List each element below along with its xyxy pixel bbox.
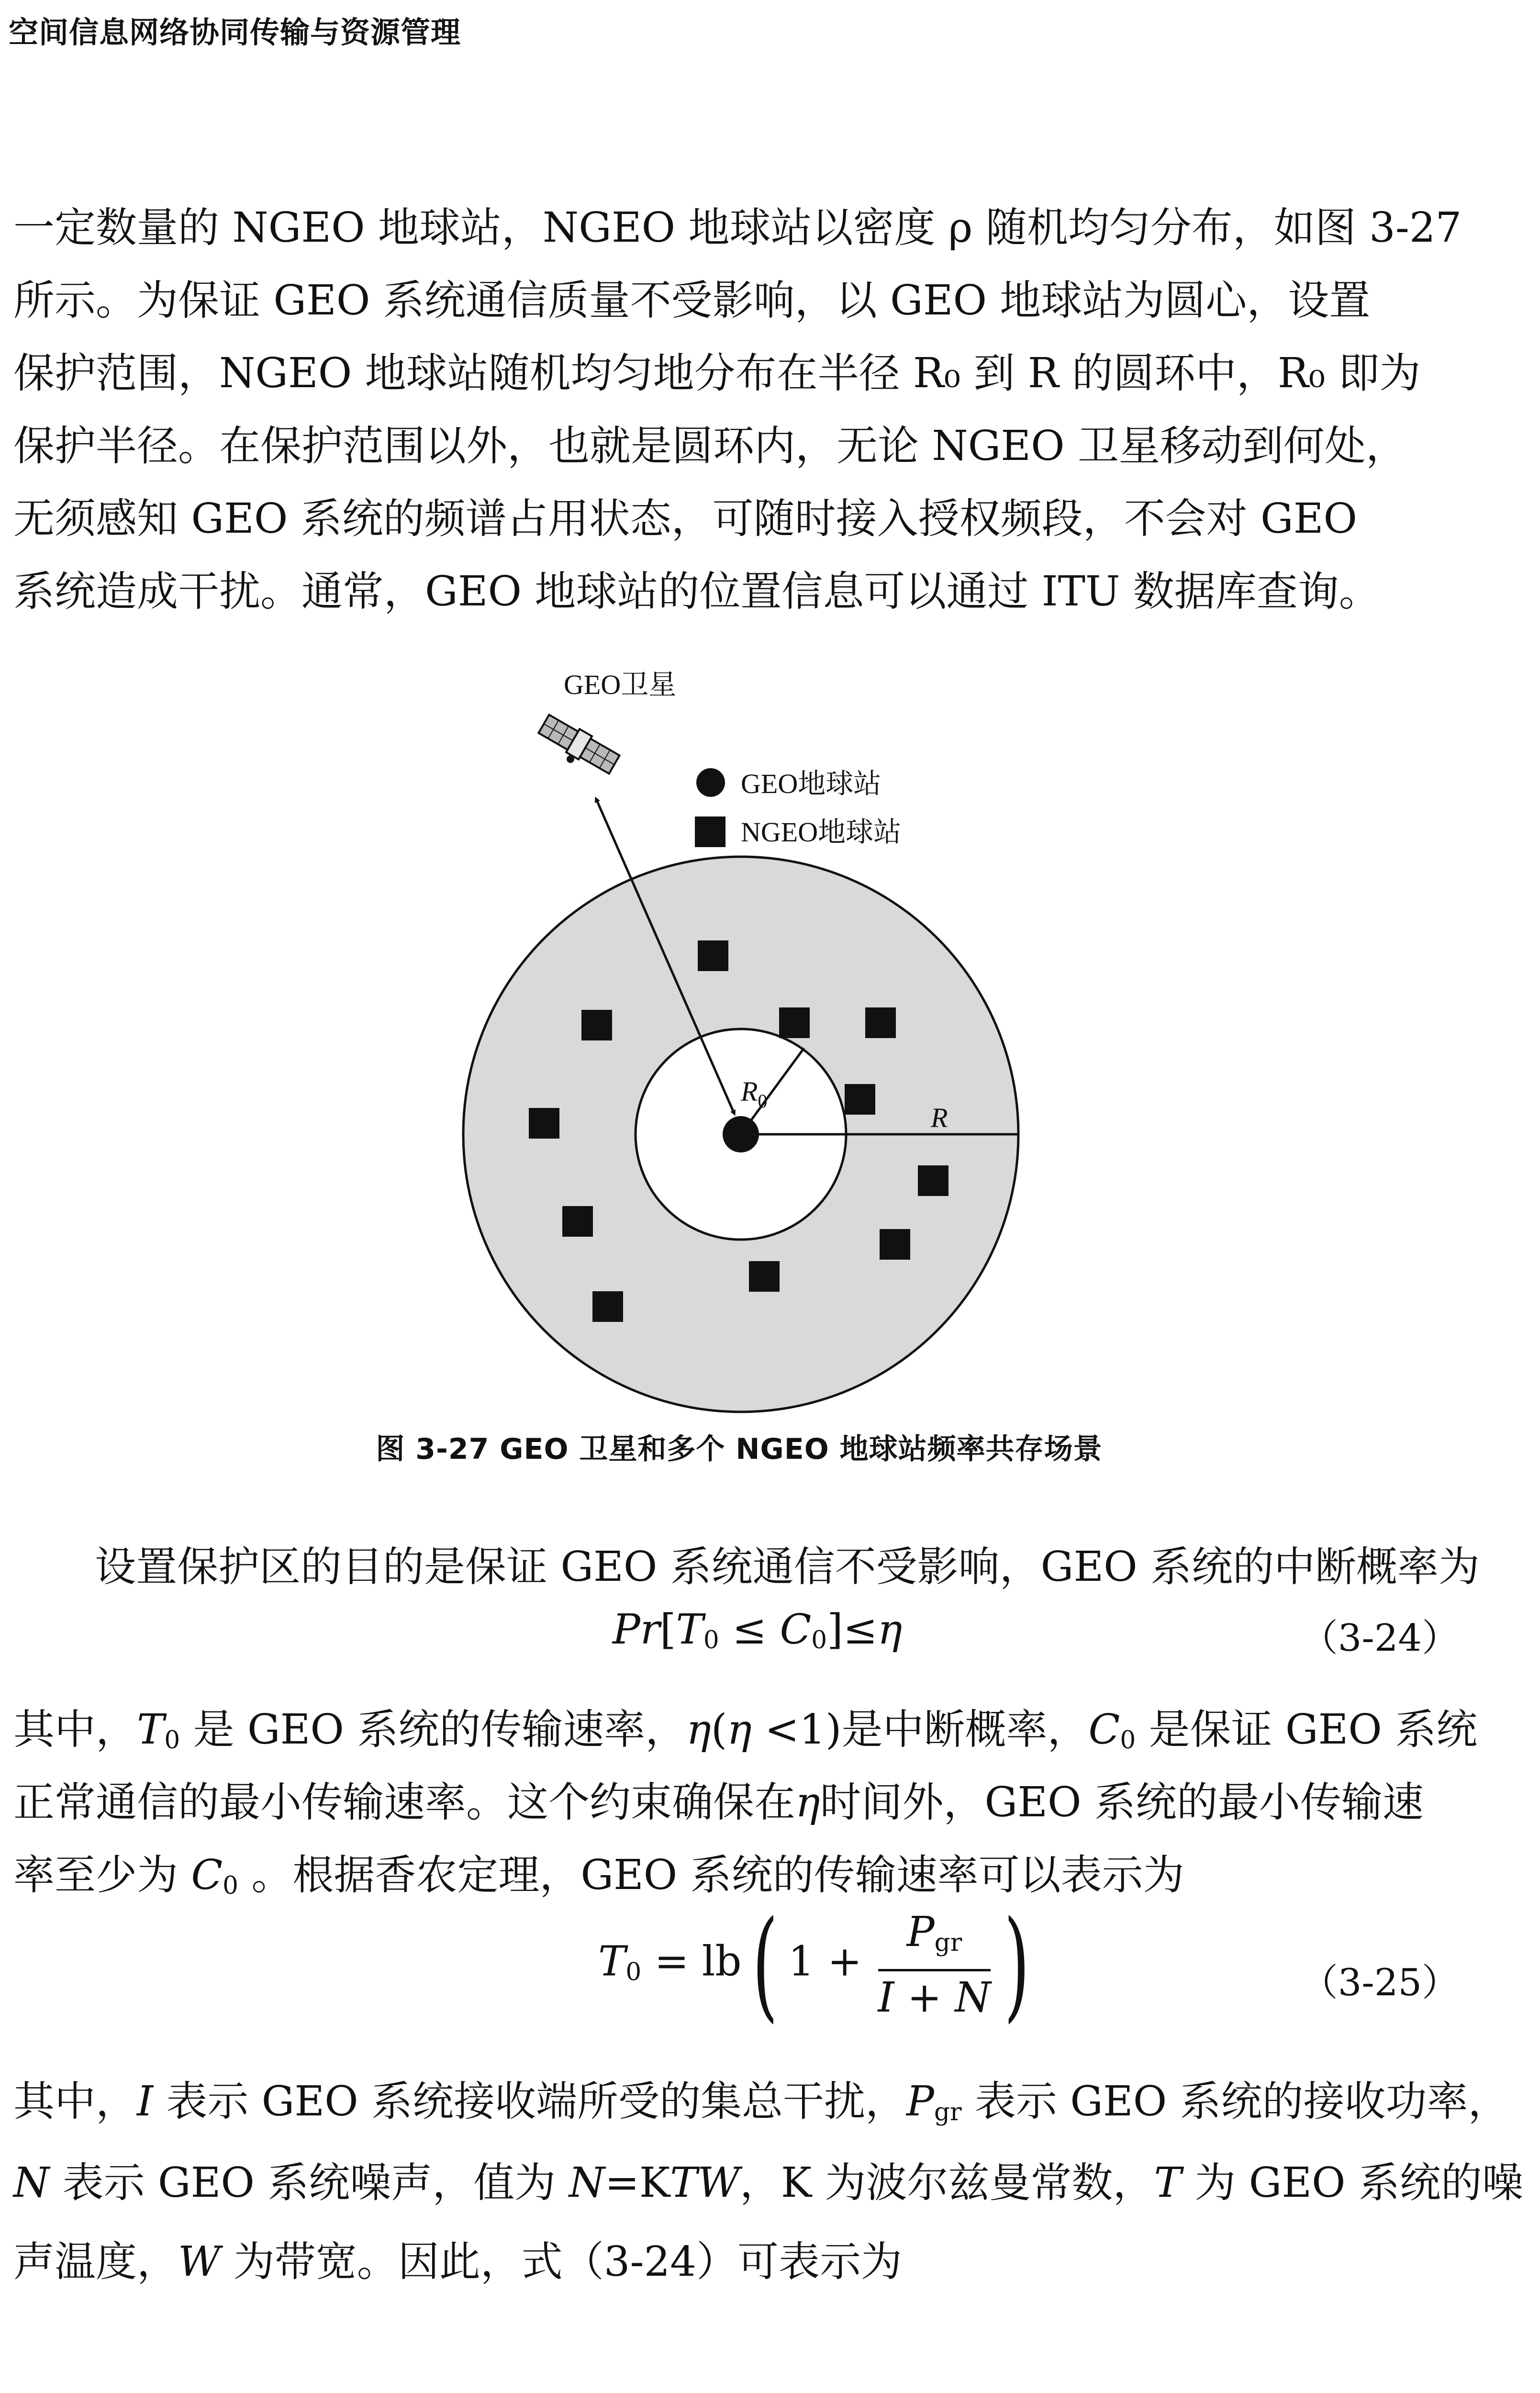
- eq-fraction: [878, 1906, 991, 2024]
- equation-number: （3-25）: [1300, 1961, 1459, 2004]
- eq-symbol-t: T: [676, 1606, 703, 1654]
- text-run: 为 GEO 系统的噪: [1181, 2159, 1523, 2207]
- eq-subscript: 0: [811, 1626, 827, 1655]
- paragraph-line: [13, 2147, 1523, 2225]
- geo-station-marker: [723, 1116, 759, 1152]
- paragraph-line: 无须感知 GEO 系统的频谱占用状态，可随时接入授权频段，不会对 GEO: [13, 495, 1357, 543]
- equation-3-24: [613, 1606, 902, 1655]
- symbol-c: C: [191, 1851, 223, 1899]
- legend-geo-station-label: GEO地球站: [741, 768, 882, 799]
- legend-ngeo-station-label: NGEO地球站: [741, 816, 902, 848]
- eq-symbol-c: C: [780, 1606, 812, 1654]
- subscript: 0: [164, 1726, 180, 1755]
- paragraph-line: [13, 2225, 1459, 2298]
- text-run: 其中，: [13, 1706, 137, 1754]
- text-run: 声温度，: [13, 2238, 178, 2286]
- symbol-tw: TW: [670, 2159, 740, 2207]
- paragraph-intro: [13, 191, 1462, 628]
- paragraph-line: 设置保护区的目的是保证 GEO 系统通信不受影响，GEO 系统的中断概率为: [95, 1543, 1480, 1591]
- ngeo-station-marker: [845, 1084, 875, 1115]
- text-run: 率至少为: [13, 1851, 191, 1899]
- eq-paren-open: (: [752, 1895, 778, 2034]
- eq-bracket-close: ]: [827, 1606, 843, 1654]
- symbol-eta: η: [686, 1706, 711, 1754]
- text-run: 正常通信的最小传输速率。这个约束确保在: [13, 1778, 795, 1826]
- paragraph-interference: [13, 2065, 1523, 2298]
- equation-3-25: [598, 1895, 1040, 2034]
- ngeo-station-marker: [529, 1108, 559, 1139]
- equation-number: （3-24）: [1300, 1617, 1459, 1660]
- text-run: 是 GEO 系统的传输速率，: [180, 1706, 687, 1754]
- text-run: (: [711, 1706, 727, 1754]
- eq-operator-le: ≤: [719, 1606, 780, 1654]
- paragraph-line: 一定数量的 NGEO 地球站，NGEO 地球站以密度 ρ 随机均匀分布，如图 3-27: [13, 204, 1462, 252]
- eq-operator-lb: = lb: [641, 1937, 742, 1986]
- eq-one-plus: 1 +: [788, 1937, 875, 1986]
- eq-subscript: gr: [934, 1928, 962, 1957]
- eq-subscript: 0: [625, 1957, 642, 1987]
- symbol-eta: η: [795, 1778, 820, 1826]
- text-run: =K: [604, 2159, 670, 2207]
- text-run: <1)是中断概率，: [751, 1706, 1089, 1754]
- symbol-eta: η: [727, 1706, 752, 1754]
- ngeo-station-marker: [562, 1206, 593, 1237]
- eq-numerator: [878, 1906, 991, 1971]
- symbol-w: W: [178, 2238, 221, 2286]
- symbol-i: I: [137, 2078, 153, 2125]
- legend-geo-station-marker: [696, 768, 725, 797]
- text-run: 表示 GEO 系统接收端所受的集总干扰，: [153, 2078, 906, 2125]
- ngeo-station-marker: [749, 1261, 780, 1292]
- paragraph-protection: [13, 1531, 1540, 1603]
- paragraph-line: 保护半径。在保护范围以外，也就是圆环内，无论 NGEO 卫星移动到何处，: [13, 422, 1407, 470]
- eq-symbol-i-plus-n: I + N: [878, 1973, 991, 2022]
- symbol-n: N: [569, 2159, 605, 2207]
- paragraph-line: [13, 1766, 1459, 1839]
- eq-operator-le: ≤: [843, 1606, 878, 1654]
- eq-paren-close: ): [1004, 1895, 1030, 2034]
- text-run: 表示 GEO 系统噪声，值为: [49, 2159, 569, 2207]
- satellite-label: GEO卫星: [564, 669, 677, 700]
- paragraph-line: [13, 2065, 1509, 2147]
- subscript: 0: [223, 1871, 238, 1900]
- ngeo-station-marker: [865, 1007, 896, 1038]
- eq-subscript: 0: [703, 1626, 719, 1655]
- subscript: 0: [1120, 1726, 1136, 1755]
- legend-ngeo-station-marker: [695, 816, 725, 847]
- radius-r0-label: $R_0$: [741, 1076, 768, 1112]
- radius-r-label: R: [931, 1102, 948, 1133]
- paragraph-line: 保护范围，NGEO 地球站随机均匀地分布在半径 R₀ 到 R 的圆环中，R₀ 即为: [13, 349, 1421, 397]
- paragraph-line: [13, 1839, 1459, 1912]
- symbol-t: T: [1154, 2159, 1182, 2207]
- satellite-icon: [533, 712, 621, 783]
- figure-diagram: [0, 660, 1478, 1493]
- running-header: 空间信息网络协同传输与资源管理: [9, 15, 461, 50]
- ngeo-station-marker: [698, 940, 728, 971]
- ngeo-station-marker: [779, 1007, 810, 1038]
- symbol-c: C: [1088, 1706, 1120, 1754]
- eq-symbol-p: P: [906, 1908, 935, 1956]
- text-run: 是保证 GEO 系统: [1136, 1706, 1478, 1754]
- paragraph-line: [13, 1693, 1478, 1766]
- figure-caption: 图 3-27 GEO 卫星和多个 NGEO 地球站频率共存场景: [376, 1432, 1103, 1466]
- text-run: ，K 为波尔兹曼常数，: [739, 2159, 1154, 2207]
- text-run: 。根据香农定理，GEO 系统的传输速率可以表示为: [238, 1851, 1184, 1899]
- symbol-p: P: [906, 2078, 934, 2125]
- symbol-n: N: [13, 2159, 50, 2207]
- eq-symbol-pr: Pr: [613, 1606, 660, 1654]
- eq-denominator: [878, 1971, 991, 2024]
- ngeo-station-marker: [880, 1229, 910, 1260]
- eq-bracket-open: [: [659, 1606, 676, 1654]
- paragraph-line: 系统造成干扰。通常，GEO 地球站的位置信息可以通过 ITU 数据库查询。: [13, 568, 1380, 615]
- symbol-t: T: [137, 1706, 165, 1754]
- ngeo-station-marker: [918, 1165, 949, 1196]
- ngeo-station-marker: [592, 1291, 623, 1322]
- text-run: 表示 GEO 系统的接收功率，: [961, 2078, 1509, 2125]
- text-run: 时间外，GEO 系统的最小传输速: [820, 1778, 1424, 1826]
- paragraph-rate: [13, 1693, 1478, 1912]
- text-run: 为带宽。因此，式（3-24）可表示为: [220, 2238, 902, 2286]
- eq-symbol-t: T: [598, 1937, 626, 1986]
- eq-symbol-eta: η: [877, 1606, 903, 1654]
- paragraph-line: 所示。为保证 GEO 系统通信质量不受影响，以 GEO 地球站为圆心，设置: [13, 277, 1371, 324]
- subscript: gr: [934, 2098, 962, 2126]
- ngeo-station-marker: [581, 1010, 612, 1040]
- text-run: 其中，: [13, 2078, 137, 2125]
- figure-3-27: [0, 660, 1478, 1493]
